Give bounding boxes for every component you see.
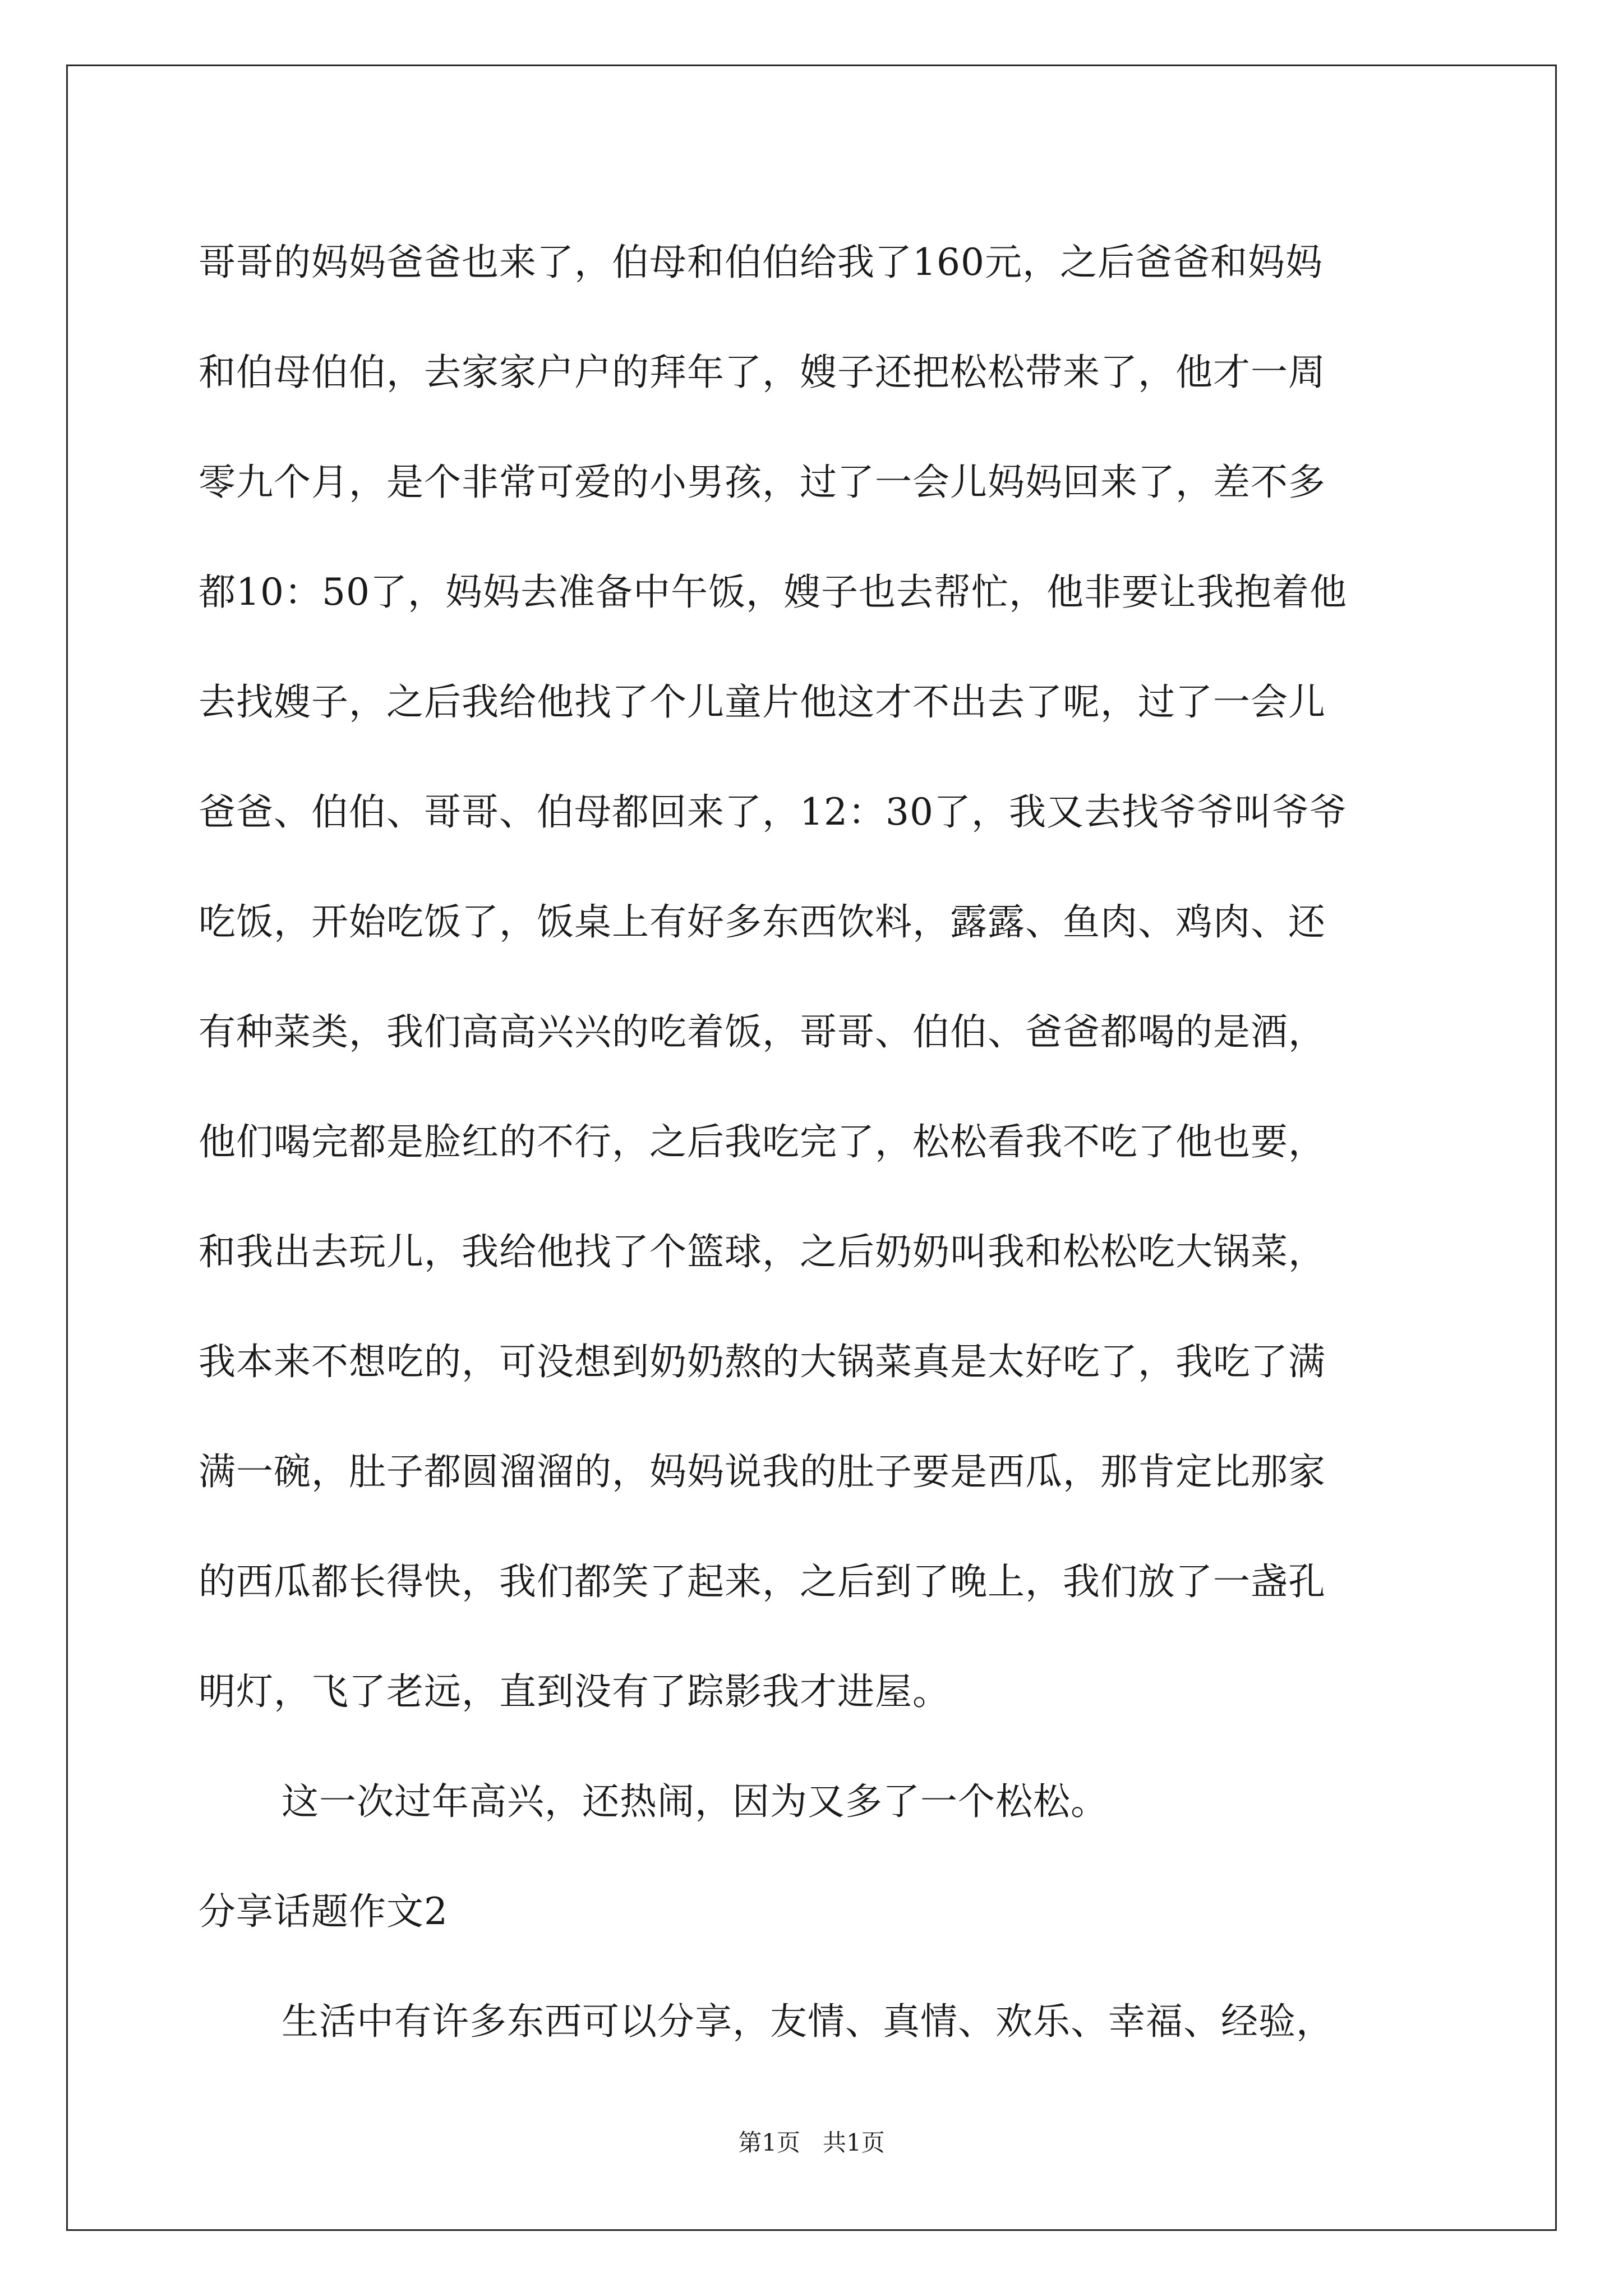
paragraph-line: 去找嫂子，之后我给他找了个儿童片他这才不出去了呢，过了一会儿: [199, 680, 1326, 724]
page-footer: [0, 2126, 1623, 2160]
paragraph-line: 和伯母伯伯，去家家户户的拜年了，嫂子还把松松带来了，他才一周: [199, 351, 1326, 394]
paragraph-line: 生活中有许多东西可以分享，友情、真情、欢乐、幸福、经验，: [282, 2000, 1334, 2043]
paragraph-line: 哥哥的妈妈爸爸也来了，伯母和伯伯给我了160元，之后爸爸和妈妈: [199, 241, 1323, 284]
paragraph-line: 的西瓜都长得快，我们都笑了起来，之后到了晚上，我们放了一盏孔: [199, 1560, 1326, 1603]
page-total: 共1页: [823, 2129, 885, 2156]
section-heading: 分享话题作文2: [199, 1890, 448, 1933]
paragraph-line: 明灯，飞了老远，直到没有了踪影我才进屋。: [199, 1670, 950, 1713]
closing-paragraph: 这一次过年高兴，还热闹，因为又多了一个松松。: [282, 1780, 1108, 1823]
paragraph-line: 爸爸、伯伯、哥哥、伯母都回来了，12：30了，我又去找爷爷叫爷爷: [199, 790, 1347, 834]
document-body: [199, 208, 1432, 2077]
paragraph-line: 和我出去玩儿，我给他找了个篮球，之后奶奶叫我和松松吃大锅菜，: [199, 1230, 1326, 1273]
page-number: 第1页: [738, 2129, 800, 2156]
paragraph-line: 吃饭，开始吃饭了，饭桌上有好多东西饮料，露露、鱼肉、鸡肉、还: [199, 900, 1326, 944]
paragraph-line: 我本来不想吃的，可没想到奶奶熬的大锅菜真是太好吃了，我吃了满: [199, 1340, 1326, 1383]
paragraph-line: 他们喝完都是脸红的不行，之后我吃完了，松松看我不吃了他也要，: [199, 1120, 1326, 1163]
paragraph-line: 满一碗，肚子都圆溜溜的，妈妈说我的肚子要是西瓜，那肯定比那家: [199, 1450, 1326, 1493]
paragraph-line: 都10：50了，妈妈去准备中午饭，嫂子也去帮忙，他非要让我抱着他: [199, 570, 1347, 614]
paragraph-line: 零九个月，是个非常可爱的小男孩，过了一会儿妈妈回来了，差不多: [199, 461, 1326, 504]
paragraph-line: 有种菜类，我们高高兴兴的吃着饭，哥哥、伯伯、爸爸都喝的是酒，: [199, 1010, 1326, 1053]
